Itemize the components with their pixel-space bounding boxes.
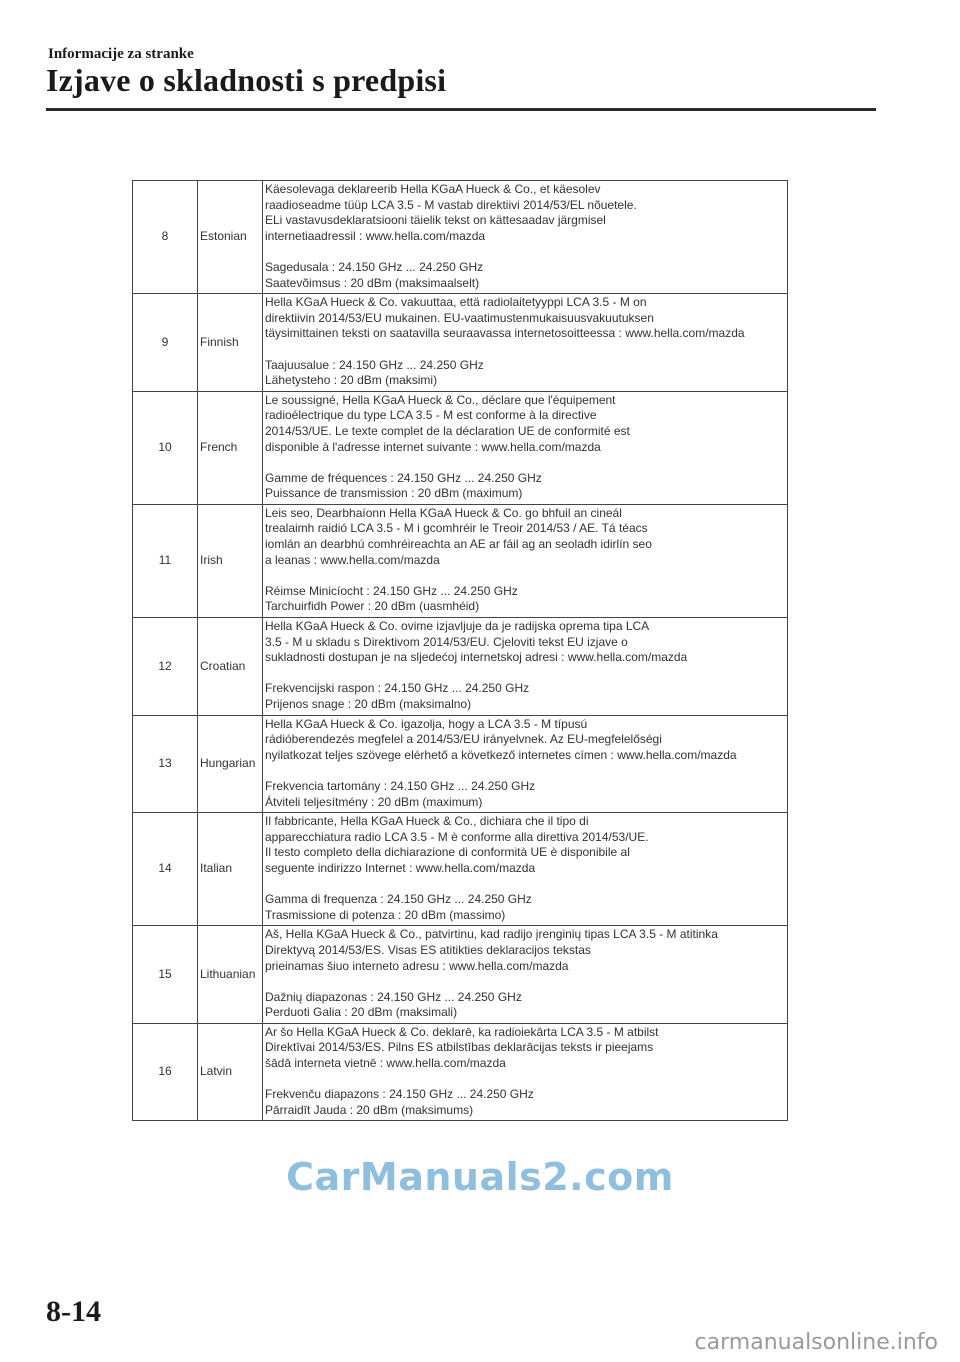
language-number: 15 bbox=[133, 926, 198, 1024]
declaration-text: Le soussigné, Hella KGaA Hueck & Co., déclare que l'équipement radioélectrique du type LCA 3.5 - M est conforme à la directive 2014/53/UE. Le texte complet de la déclaration UE de conformité est disponible à l'adresse internet suivante : www.hella.com/mazda Gamme de fréquences : 24.150 GHz ... 24.250 GHz Puissance de transmission : 20 dBm (maximum) bbox=[263, 391, 788, 504]
table-row bbox=[133, 618, 788, 716]
table-row bbox=[133, 1023, 788, 1121]
language-name: French bbox=[198, 391, 263, 504]
language-name: Hungarian bbox=[198, 715, 263, 813]
declaration-text: Leis seo, Dearbhaíonn Hella KGaA Hueck & Co. go bhfuil an cineál trealaimh raidió LCA 3.5 - M i gcomhréir le Treoir 2014/53 / AE. Tá téacs iomlán an dearbhú comhréireachta an AE ar fáil ag an seoladh idirlín seo a leanas : www.hella.com/mazda Réimse Minicíocht : 24.150 GHz ... 24.250 GHz Tarchuirfidh Power : 20 dBm (uasmhéid) bbox=[263, 504, 788, 617]
declaration-text: Käesolevaga deklareerib Hella KGaA Hueck & Co., et käesolev raadioseadme tüüp LCA 3.5 - M vastab direktiivi 2014/53/EL nõuetele. ELi vastavusdeklaratsiooni täielik tekst on kättesaadav järgmisel internetiaadressil : www.hella.com/mazda Sagedusala : 24.150 GHz ... 24.250 GHz Saatevõimsus : 20 dBm (maksimaalselt) bbox=[263, 181, 788, 294]
watermark: CarManuals2.com bbox=[286, 1155, 674, 1199]
page-number: 8-14 bbox=[46, 1295, 101, 1328]
declaration-text: Ar šo Hella KGaA Hueck & Co. deklarē, ka radioiekārta LCA 3.5 - M atbilst Direktīvai 2014/53/ES. Pilns ES atbilstības deklarācijas teksts ir pieejams šādā interneta vietnē : www.hella.com/mazda Frekvenču diapazons : 24.150 GHz ... 24.250 GHz Pārraidīt Jauda : 20 dBm (maksimums) bbox=[263, 1023, 788, 1121]
table-row bbox=[133, 813, 788, 926]
table-row bbox=[133, 504, 788, 617]
table-row bbox=[133, 715, 788, 813]
language-number: 11 bbox=[133, 504, 198, 617]
section-label: Informacije za stranke bbox=[48, 46, 194, 62]
declaration-text: Il fabbricante, Hella KGaA Hueck & Co., dichiara che il tipo di apparecchiatura radio LCA 3.5 - M è conforme alla direttiva 2014/53/UE. Il testo completo della dichiarazione di conformità UE è disponibile al seguente indirizzo Internet : www.hella.com/mazda Gamma di frequenza : 24.150 GHz ... 24.250 GHz Trasmissione di potenza : 20 dBm (massimo) bbox=[263, 813, 788, 926]
table-row bbox=[133, 181, 788, 294]
language-name: Latvin bbox=[198, 1023, 263, 1121]
language-number: 12 bbox=[133, 618, 198, 716]
declaration-text: Hella KGaA Hueck & Co. igazolja, hogy a LCA 3.5 - M típusú rádióberendezés megfelel a 2014/53/EU irányelvnek. Az EU-megfelelőségi nyilatkozat teljes szövege elérhető a következő internetes címen : www.hella.com/mazda Frekvencia tartomány : 24.150 GHz ... 24.250 GHz Átviteli teljesítmény : 20 dBm (maximum) bbox=[263, 715, 788, 813]
table-row bbox=[133, 294, 788, 392]
language-name: Lithuanian bbox=[198, 926, 263, 1024]
language-name: Estonian bbox=[198, 181, 263, 294]
declaration-table bbox=[132, 180, 788, 1121]
language-number: 16 bbox=[133, 1023, 198, 1121]
language-name: Irish bbox=[198, 504, 263, 617]
table-row bbox=[133, 926, 788, 1024]
declaration-text: Hella KGaA Hueck & Co. vakuuttaa, että radiolaitetyyppi LCA 3.5 - M on direktiivin 2014/53/EU mukainen. EU-vaatimustenmukaisuusvakuutuksen täysimittainen teksti on saatavilla seuraavassa internetosoitteessa : www.hella.com/mazda Taajuusalue : 24.150 GHz ... 24.250 GHz Lähetysteho : 20 dBm (maksimi) bbox=[263, 294, 788, 392]
declaration-text: Aš, Hella KGaA Hueck & Co., patvirtinu, kad radijo įrenginių tipas LCA 3.5 - M atitinka Direktyvą 2014/53/ES. Visas ES atitikties deklaracijos tekstas prieinamas šiuo interneto adresu : www.hella.com/mazda Dažnių diapazonas : 24.150 GHz ... 24.250 GHz Perduoti Galia : 20 dBm (maksimali) bbox=[263, 926, 788, 1024]
declaration-text: Hella KGaA Hueck & Co. ovime izjavljuje da je radijska oprema tipa LCA 3.5 - M u skladu s Direktivom 2014/53/EU. Cjeloviti tekst EU izjave o sukladnosti dostupan je na sljedećoj internetskoj adresi : www.hella.com/mazda Frekvencijski raspon : 24.150 GHz ... 24.250 GHz Prijenos snage : 20 dBm (maksimalno) bbox=[263, 618, 788, 716]
language-name: Finnish bbox=[198, 294, 263, 392]
language-number: 14 bbox=[133, 813, 198, 926]
title-divider bbox=[46, 108, 876, 111]
table-row bbox=[133, 391, 788, 504]
language-name: Italian bbox=[198, 813, 263, 926]
language-number: 8 bbox=[133, 181, 198, 294]
language-number: 9 bbox=[133, 294, 198, 392]
footer-watermark: carmanualsonline.info bbox=[694, 1330, 938, 1355]
page-title: Izjave o skladnosti s predpisi bbox=[46, 62, 447, 98]
language-number: 13 bbox=[133, 715, 198, 813]
language-number: 10 bbox=[133, 391, 198, 504]
language-name: Croatian bbox=[198, 618, 263, 716]
